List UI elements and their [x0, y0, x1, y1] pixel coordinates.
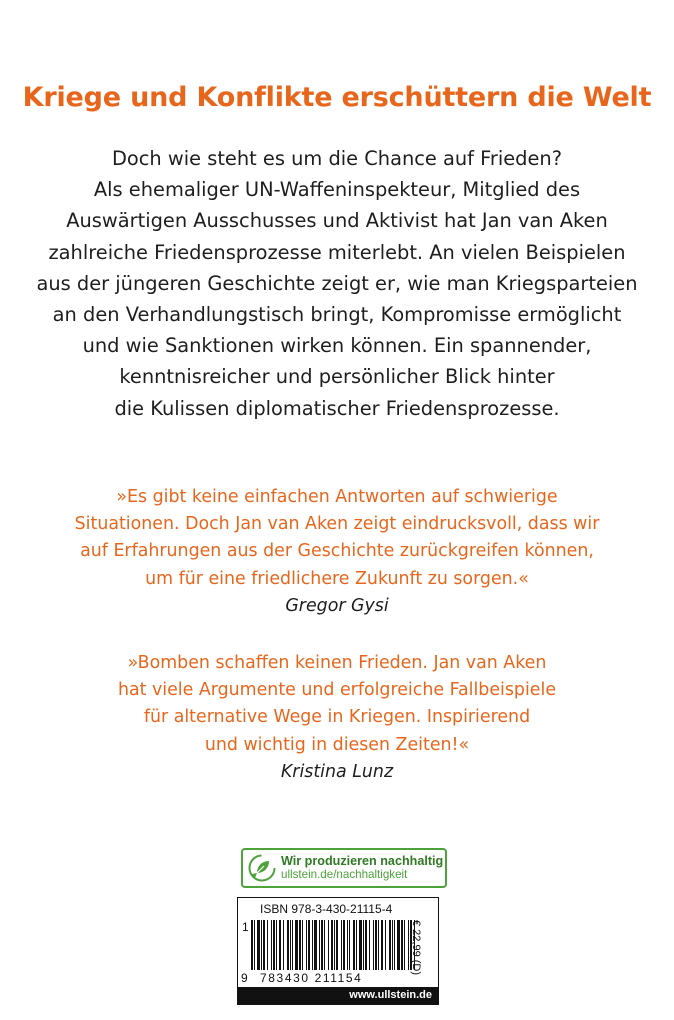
barcode-bar: [397, 920, 400, 970]
barcode-bar: [359, 920, 362, 970]
quote-line: auf Erfahrungen aus der Geschichte zurückgreifen können,: [80, 541, 594, 562]
price-label: € 22,99 (D): [410, 920, 422, 976]
barcode-bar: [328, 920, 329, 970]
barcode-bar: [343, 920, 345, 970]
barcode-bar: [292, 920, 293, 970]
barcode-digits: 783430 211154: [260, 971, 363, 985]
quote-line: Situationen. Doch Jan van Aken zeigt eindrucksvoll, dass wir: [74, 514, 600, 535]
barcode-bar: [308, 920, 310, 970]
publisher-website: www.ullstein.de: [238, 987, 438, 1004]
quote-line: und wichtig in diesen Zeiten!«: [204, 734, 470, 755]
barcode-bar: [375, 920, 377, 970]
barcode-bar: [385, 920, 386, 970]
barcode-bar: [341, 920, 342, 970]
barcode-bar: [287, 920, 289, 970]
blurb-line: Auswärtigen Ausschusses und Aktivist hat Jan van Aken: [66, 209, 608, 233]
leaf-recycle-icon: [248, 854, 276, 882]
quote-author: Gregor Gysi: [285, 595, 389, 616]
quote-line: hat viele Argumente und erfolgreiche Fallbeispiele: [117, 680, 557, 701]
barcode-bar: [312, 920, 313, 970]
barcode-bar: [324, 920, 325, 970]
barcode-bar: [394, 920, 395, 970]
blurb-line: zahlreiche Friedensprozesse miterlebt. An vielen Beispielen: [48, 240, 626, 264]
blurb-text: [0, 143, 674, 424]
barcode-bars: [249, 920, 417, 976]
quote-line: für alternative Wege in Kriegen. Inspirierend: [143, 707, 531, 728]
blurb-line: kenntnisreicher und persönlicher Blick hinter: [119, 365, 555, 389]
barcode-bar: [302, 920, 303, 970]
blurb-line: aus der jüngeren Geschichte zeigt er, wie man Kriegsparteien: [36, 271, 638, 295]
barcode-bar: [319, 920, 320, 970]
barcode-bar: [373, 920, 374, 970]
barcode-bar: [363, 920, 364, 970]
blurb-line: Doch wie steht es um die Chance auf Frieden?: [111, 147, 563, 170]
blurb-line: und wie Sanktionen wirken können. Ein spannender,: [82, 334, 592, 358]
quote-line: »Es gibt keine einfachen Antworten auf schwierige: [116, 487, 558, 507]
badge-url: ullstein.de/nachhaltigkeit: [281, 868, 408, 881]
quote-lunz: [0, 650, 674, 786]
headline: Kriege und Konflikte erschüttern die Welt: [22, 82, 652, 113]
barcode-bar: [356, 920, 357, 970]
barcode-bar: [261, 920, 262, 970]
barcode-bar: [290, 920, 291, 970]
barcode-bar: [279, 920, 281, 970]
barcode-bar: [365, 920, 367, 970]
barcode-bar: [251, 920, 253, 970]
barcode-bar: [353, 920, 355, 970]
barcode-bar: [401, 920, 403, 970]
barcode-bar: [408, 920, 409, 970]
quote-gysi: [0, 484, 674, 620]
blurb-line: an den Verhandlungstisch bringt, Kompromisse ermöglicht: [52, 303, 622, 327]
barcode-bar: [381, 920, 383, 970]
barcode-bar: [404, 920, 405, 970]
barcode-bar: [378, 920, 379, 970]
barcode-bar: [306, 920, 307, 970]
barcode-bar: [257, 920, 260, 970]
barcode-bar: [331, 920, 333, 970]
quote-author: Kristina Lunz: [280, 761, 394, 782]
sustainability-badge: [241, 848, 447, 888]
barcode-box: [237, 897, 439, 1005]
barcode-bar: [334, 920, 335, 970]
barcode-bar: [336, 920, 338, 970]
quote-line: »Bomben schaffen keinen Frieden. Jan van Aken: [127, 653, 547, 673]
badge-title: Wir produzieren nachhaltig: [281, 854, 444, 868]
barcode-bar: [267, 920, 268, 970]
blurb-line: die Kulissen diplomatischer Friedensprozesse.: [114, 396, 560, 420]
barcode-bar: [349, 920, 350, 970]
barcode-bar: [347, 920, 348, 970]
barcode-bar: [254, 920, 255, 970]
barcode-bar: [389, 920, 391, 970]
barcode-bar: [276, 920, 277, 970]
barcode-bar: [271, 920, 272, 970]
barcode-bar: [369, 920, 370, 970]
barcode-bar: [314, 920, 317, 970]
barcode-bar: [392, 920, 393, 970]
barcode-bar: [295, 920, 298, 970]
barcode-first-digit: 9: [241, 971, 248, 985]
barcode-bar: [321, 920, 323, 970]
barcode-bar: [263, 920, 265, 970]
barcode-bar: [299, 920, 301, 970]
quote-line: um für eine friedlichere Zukunft zu sorgen.«: [145, 568, 529, 589]
isbn-number: ISBN 978-3-430-21115-4: [260, 902, 393, 916]
blurb-line: Als ehemaliger UN-Waffeninspekteur, Mitglied des: [93, 178, 581, 202]
barcode-bar: [283, 920, 284, 970]
barcode-side-digit: 1: [242, 920, 249, 934]
barcode-bar: [273, 920, 275, 970]
